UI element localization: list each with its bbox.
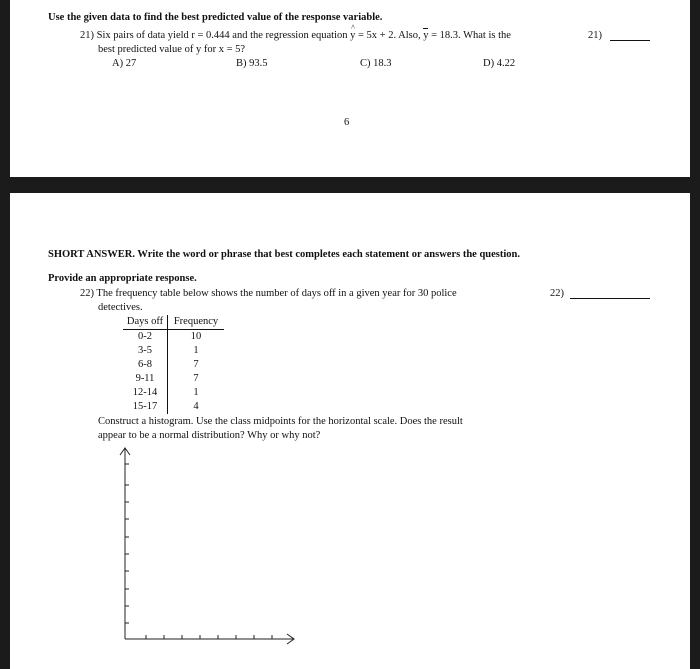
table-cell-frequency: 10 (190, 331, 202, 342)
y-hat-symbol: ^ y (350, 29, 355, 42)
q21-text-a: 21) Six pairs of data yield r = 0.444 and the regression equation (80, 30, 351, 41)
option-b: B) 93.5 (236, 58, 268, 69)
table-row (123, 330, 224, 345)
table-cell-days: 9-11 (123, 372, 168, 386)
page-bottom (10, 193, 690, 669)
scan-border-left (0, 0, 10, 669)
question-22-line2: detectives. (98, 302, 143, 313)
y-bar-symbol: y (423, 30, 429, 41)
section-heading: SHORT ANSWER. Write the word or phrase that best completes each statement or answers the question. (48, 249, 521, 260)
scan-border-right (690, 0, 700, 669)
answer-label-21: 21) (588, 30, 602, 41)
page-top (10, 0, 690, 177)
table-row (123, 400, 224, 414)
table-cell-days: 12-14 (123, 386, 168, 400)
page-separator (0, 177, 700, 193)
table-cell-frequency: 1 (193, 345, 199, 356)
y-axis-ticks (125, 464, 129, 623)
table-cell-frequency: 7 (193, 373, 199, 384)
table-cell-days: 6-8 (123, 358, 168, 372)
x-axis-ticks (146, 635, 272, 639)
table-cell-frequency: 4 (193, 401, 199, 412)
option-c: C) 18.3 (360, 58, 392, 69)
q21-text-b: = 5x + 2. Also, (355, 30, 424, 41)
table-header-frequency: Frequency (168, 315, 225, 330)
option-d: D) 4.22 (483, 58, 516, 69)
histogram-instruction-line2: appear to be a normal distribution? Why or why not? (98, 430, 321, 441)
table-cell-frequency: 1 (193, 387, 199, 398)
table-cell-days: 3-5 (123, 344, 168, 358)
question-22-line1: 22) The frequency table below shows the number of days off in a given year for 30 police (80, 288, 457, 299)
table-cell-days: 0-2 (123, 330, 168, 345)
table-cell-frequency: 7 (193, 359, 199, 370)
table-row (123, 358, 224, 372)
histogram-instruction-line1: Construct a histogram. Use the class midpoints for the horizontal scale. Does the result (98, 416, 463, 427)
table-row (123, 372, 224, 386)
section-instruction: Use the given data to find the best predicted value of the response variable. (48, 12, 383, 23)
table-row (123, 344, 224, 358)
frequency-table (123, 315, 224, 414)
table-cell-days: 15-17 (123, 400, 168, 414)
sub-heading: Provide an appropriate response. (48, 273, 197, 284)
blank-histogram-axes (116, 443, 306, 649)
answer-blank-22[interactable] (570, 298, 650, 299)
page-number: 6 (344, 117, 350, 128)
answer-blank-21[interactable] (610, 40, 650, 41)
table-header-days-off: Days off (123, 315, 168, 330)
option-a: A) 27 (112, 58, 137, 69)
q21-text-c: = 18.3. What is the (428, 30, 511, 41)
answer-label-22: 22) (550, 288, 564, 299)
question-21-line2: best predicted value of y for x = 5? (98, 44, 246, 55)
table-row (123, 386, 224, 400)
question-21-line1 (80, 29, 511, 42)
table-header-row (123, 315, 224, 330)
